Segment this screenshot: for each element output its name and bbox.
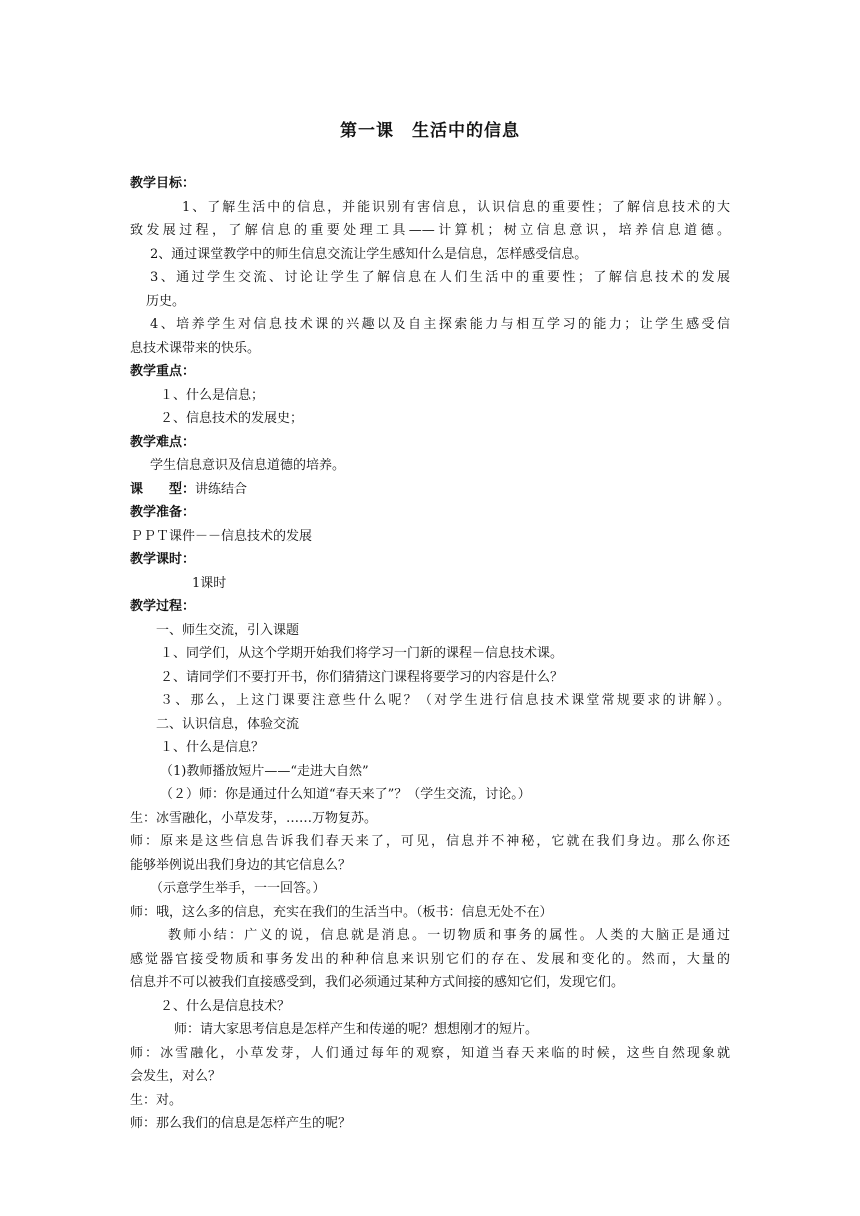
process-line: １、什么是信息？ — [160, 740, 265, 755]
goal-line: 致发展过程，了解信息的重要处理工具——计算机；树立信息意识，培养信息道德。 — [130, 223, 730, 238]
key-heading: 教学重点： — [130, 364, 196, 379]
process-line: 生：冰雪融化，小草发芽，……万物复苏。 — [130, 810, 378, 826]
difficulty-heading: 教学难点： — [130, 434, 196, 450]
lesson-type-row — [130, 478, 730, 502]
process-line: ２、什么是信息技术？ — [160, 998, 291, 1014]
type-value: 讲练结合 — [195, 481, 248, 497]
process-line: ３、那么，上这门课要注意些什么呢？（对学生进行信息技术课堂常规要求的讲解）。 — [160, 693, 730, 708]
process-line: 师：请大家思考信息是怎样产生和传递的呢？想想刚才的短片。 — [174, 1022, 539, 1037]
prep-heading: 教学准备： — [130, 505, 196, 520]
process-line: 教师小结：广义的说，信息就是消息。一切物质和事务的属性。人类的大脑正是通过 — [168, 928, 730, 943]
process-line: 师：原来是这些信息告诉我们春天来了，可见，信息并不神秘，它就在我们身边。那么你还 — [130, 834, 730, 849]
process-line: 能够举例说出我们身边的其它信息么？ — [130, 857, 352, 873]
goal-line: 4、培养学生对信息技术课的兴趣以及自主探索能力与相互学习的能力；让学生感受信 — [150, 317, 730, 332]
goal-line: 1、了解生活中的信息，并能识别有害信息，认识信息的重要性；了解信息技术的大 — [182, 199, 730, 215]
goals-heading: 教学目标： — [130, 176, 196, 191]
goal-line: 2、通过课堂教学中的师生信息交流让学生感知什么是信息，怎样感受信息。 — [150, 246, 588, 262]
goal-line: 历史。 — [146, 293, 186, 309]
goal-line: 3、通过学生交流、讨论让学生了解信息在人们生活中的重要性；了解信息技术的发展 — [150, 270, 730, 285]
process-line: １、同学们，从这个学期开始我们将学习一门新的课程－信息技术课。 — [160, 646, 564, 661]
document-body — [130, 172, 730, 1136]
type-heading: 课 型： — [130, 481, 196, 497]
hours-text: 1课时 — [192, 575, 227, 591]
process-line: （示意学生举手，一一回答。） — [150, 881, 326, 896]
process-line: 一、师生交流，引入课题 — [156, 622, 300, 638]
process-line: 师：那么我们的信息是怎样产生的呢？ — [130, 1116, 352, 1131]
prep-text: ＰＰＴ课件－－信息技术的发展 — [130, 528, 313, 544]
process-line: 师：冰雪融化，小草发芽，人们通过每年的观察，知道当春天来临的时候，这些自然现象就 — [130, 1045, 730, 1061]
process-heading: 教学过程： — [130, 599, 196, 614]
process-line: （２）师：你是通过什么知道“春天来了”？（学生交流，讨论。） — [160, 787, 531, 802]
difficulty-text: 学生信息意识及信息道德的培养。 — [150, 458, 346, 473]
process-line: 信息并不可以被我们直接感受到，我们必须通过某种方式间接的感知它们，发现它们。 — [130, 975, 625, 990]
key-item: ２、信息技术的发展史； — [160, 411, 304, 426]
process-line: 会发生，对么？ — [130, 1069, 222, 1084]
hours-heading: 教学课时： — [130, 552, 196, 567]
process-line: 师：哦，这么多的信息，充实在我们的生活当中。（板书：信息无处不在） — [130, 904, 553, 920]
page-title: 第一课 生活中的信息 — [340, 121, 520, 141]
process-line: （1)教师播放短片——“走进大自然” — [160, 763, 369, 779]
process-line: 二、认识信息，体验交流 — [156, 716, 300, 732]
process-line: 生：对。 — [130, 1092, 183, 1108]
key-item: １、什么是信息； — [160, 387, 265, 403]
goal-line: 息技术课带来的快乐。 — [130, 340, 261, 356]
process-line: 感觉器官接受物质和事务发出的种种信息来识别它们的存在、发展和变化的。然而，大量的 — [130, 951, 730, 967]
process-line: ２、请同学们不要打开书，你们猜猜这门课程将要学习的内容是什么？ — [160, 669, 564, 685]
